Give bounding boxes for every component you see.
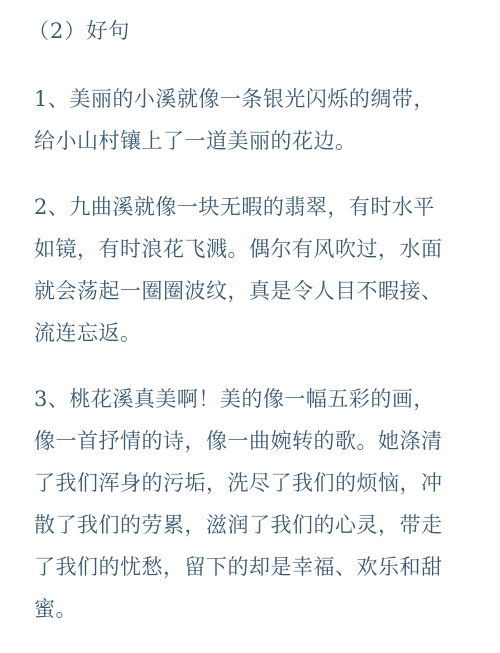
sentence-3 bbox=[34, 378, 474, 630]
sentence-2 bbox=[34, 186, 474, 354]
section-title: （2）好句 bbox=[28, 19, 131, 43]
sentence-line: 就会荡起一圈圈波纹，真是令人目不暇接、 bbox=[34, 279, 443, 303]
sentence-1 bbox=[34, 78, 474, 162]
sentence-line: 流连忘返。 bbox=[34, 321, 142, 345]
sentence-line: 散了我们的劳累，滋润了我们的心灵，带走 bbox=[34, 513, 443, 537]
sentence-line: 如镜，有时浪花飞溅。偶尔有风吹过，水面 bbox=[34, 237, 443, 261]
sentence-line: 蜜。 bbox=[34, 597, 77, 621]
sentence-line: 3、桃花溪真美啊！美的像一幅五彩的画， bbox=[34, 387, 435, 411]
sentence-line: 了我们浑身的污垢，洗尽了我们的烦恼，冲 bbox=[34, 471, 443, 495]
sentence-line: 2、九曲溪就像一块无暇的翡翠，有时水平 bbox=[34, 195, 435, 219]
sentence-line: 1、美丽的小溪就像一条银光闪烁的绸带， bbox=[34, 87, 435, 111]
sentence-line: 给小山村镶上了一道美丽的花边。 bbox=[34, 129, 357, 153]
sentence-line: 了我们的忧愁，留下的却是幸福、欢乐和甜 bbox=[34, 555, 443, 579]
sentence-line: 像一首抒情的诗，像一曲婉转的歌。她涤清 bbox=[34, 429, 443, 453]
